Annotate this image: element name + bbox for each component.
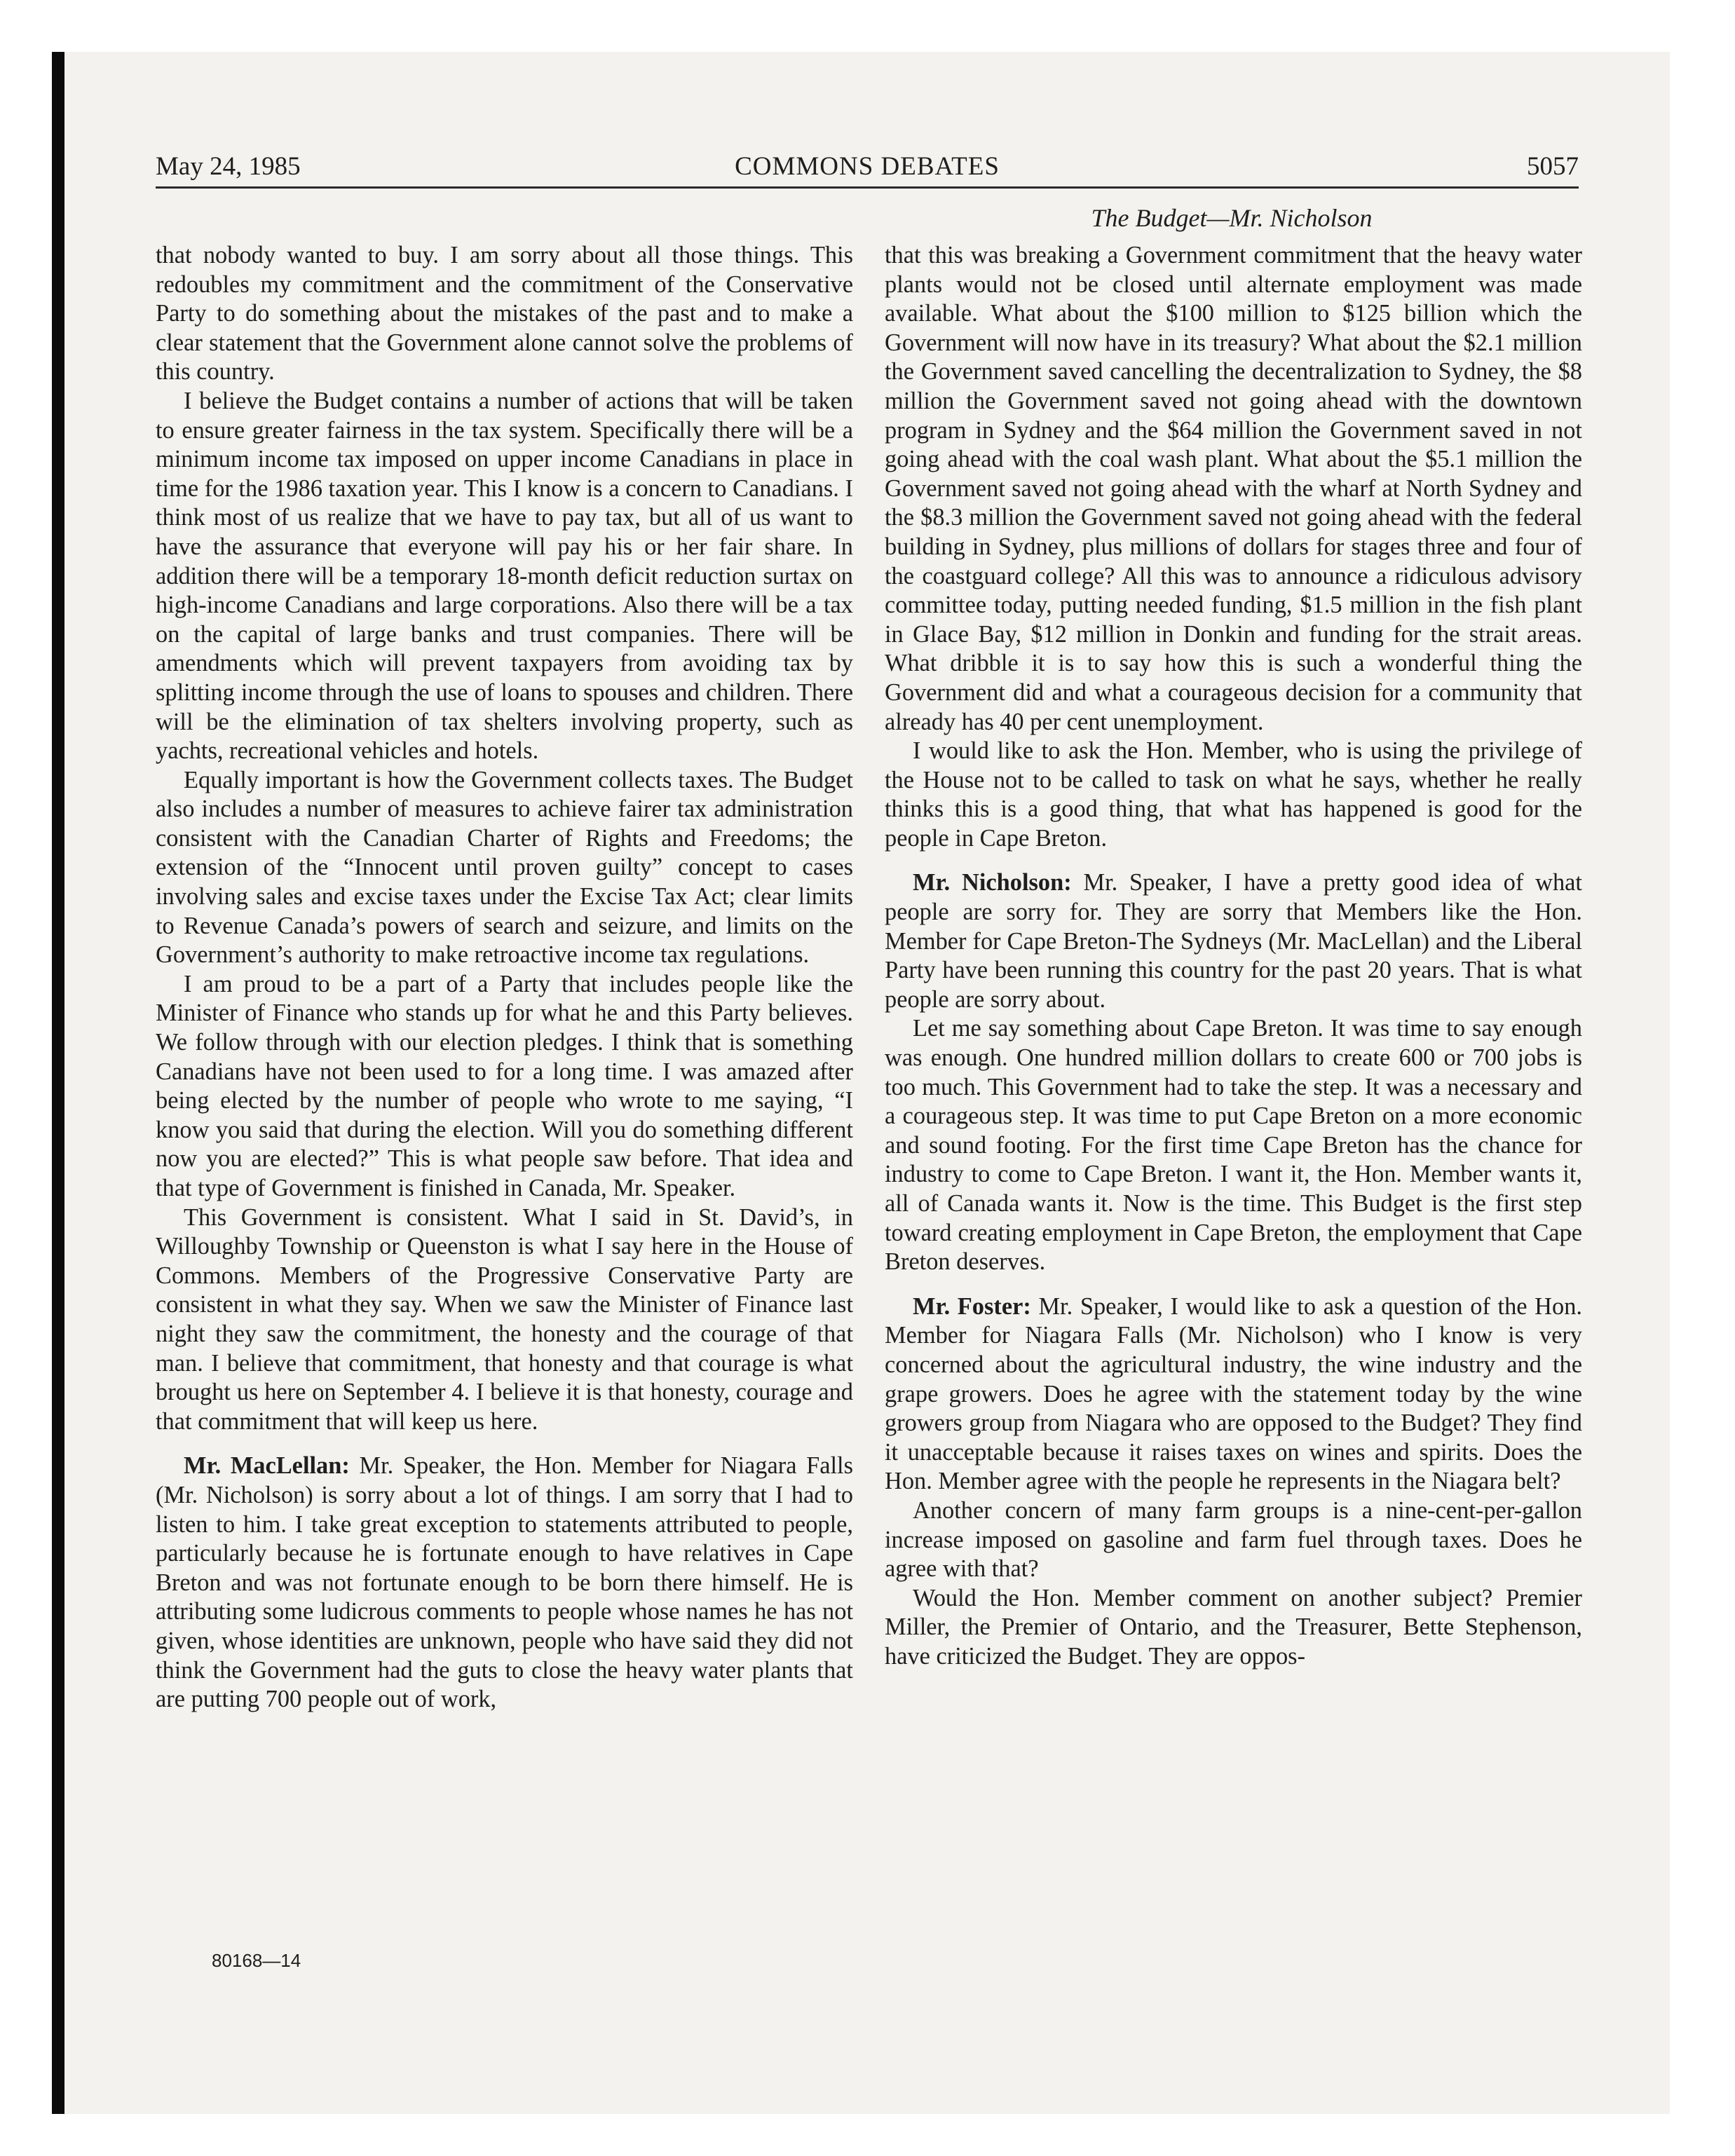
speech-text: Mr. Speaker, the Hon. Member for Niagara Falls (Mr. Nicholson) is sorry about a lot of things. I am sorry that I had to listen to him. I take great exception to statements attributed to people, particularly because he is fortunate enough to have relatives in Cape Breton and was not fortunate enough to be born there himself. He is attributing some ludicrous comments to people whose names he has not given, whose identities are unknown, people who have said they did not think the Government had the guts to close the heavy water plants that are putting 700 people out of work, bbox=[156, 1452, 853, 1713]
header-rule bbox=[156, 186, 1579, 189]
left-column bbox=[156, 241, 853, 1979]
paragraph: I am proud to be a part of a Party that includes people like the Minister of Finance who stands up for what he and this Party believes. We follow through with our election pledges. I think that is something Canadians have not been used to for a long time. I was amazed after being elected by the number of people who wrote to me saying, “I know you said that during the election. Will you do something different now you are elected?” This is what people saw before. That idea and that type of Government is finished in Canada, Mr. Speaker. bbox=[156, 970, 853, 1201]
paragraph: that this was breaking a Government commitment that the heavy water plants would not be closed until alternate employment was made available. What about the $100 million to $125 billion which the Government will now have in its treasury? What about the $2.1 million the Government saved cancelling the decentralization to Sydney, the $8 million the Government saved not going ahead with the downtown program in Sydney and the $64 million the Government saved in not going ahead with the coal wash plant. What about the $5.1 million the Government saved not going ahead with the wharf at North Sydney and the $8.3 million the Government saved not going ahead with the federal building in Sydney, plus millions of dollars for stages three and four of the coastguard college? All this was to announce a ridiculous advisory committee today, putting needed funding, $1.5 million in the fish plant in Glace Bay, $12 million in Donkin and funding for the strait areas. What dribble it is to say how this is such a wonderful thing the Government did and what a courageous decision for a community that already has 40 per cent unemployment. bbox=[885, 242, 1582, 735]
paragraph: I believe the Budget contains a number of actions that will be taken to ensure greater fairness in the tax system. Specifically there will be a minimum income tax imposed on upper income Canadians in place in time for the 1986 taxation year. This I know is a concern to Canadians. I think most of us realize that we have to pay tax, but all of us want to have the assurance that everyone will pay his or her fair share. In addition there will be a temporary 18-month deficit reduction surtax on high-income Canadians and large corporations. Also there will be a tax on the capital of large banks and trust companies. There will be amendments which will prevent taxpayers from avoiding tax by splitting income through the use of loans to spouses and children. There will be the elimination of tax shelters involving property, such as yachts, recreational vehicles and hotels. bbox=[156, 387, 853, 765]
speech-paragraph bbox=[885, 1292, 1582, 1496]
paragraph: This Government is consistent. What I said in St. David’s, in Willoughby Township or Queenston is what I say here in the House of Commons. Members of the Progressive Conservative Party are consistent in what they say. When we saw the Minister of Finance last night they saw the commitment, the honesty and the courage of that man. I believe that commitment, that honesty and that courage is what brought us here on September 4. I believe it is that honesty, courage and that commitment that will keep us here. bbox=[156, 1203, 853, 1435]
speaker-name: Mr. Nicholson: bbox=[913, 869, 1072, 896]
paragraph: Let me say something about Cape Breton. It was time to say enough was enough. One hundred million dollars to create 600 or 700 jobs is too much. This Government had to take the step. It was a necessary and a courageous step. It was time to put Cape Breton on a more economic and sound footing. For the first time Cape Breton has the chance for industry to come to Cape Breton. I want it, the Hon. Member wants it, all of Canada wants it. Now is the time. This Budget is the first step toward creating employment in Cape Breton, the employment that Cape Breton deserves. bbox=[885, 1015, 1582, 1276]
paragraph: I would like to ask the Hon. Member, who is using the privilege of the House not to be called to task on what he says, whether he really thinks this is a good thing, that what has happened is good for the people in Cape Breton. bbox=[885, 737, 1582, 852]
speech-paragraph bbox=[885, 868, 1582, 1014]
speaker-name: Mr. Foster: bbox=[913, 1292, 1031, 1320]
paragraph: that nobody wanted to buy. I am sorry about all those things. This redoubles my commitment and the commitment of the Conservative Party to do something about the mistakes of the past and to make a clear statement that the Government alone cannot solve the problems of this country. bbox=[156, 242, 853, 386]
paragraph: Equally important is how the Government collects taxes. The Budget also includes a number of measures to achieve fairer tax administration consistent with the Canadian Charter of Rights and Freedoms; the extension of the “Innocent until proven guilty” concept to cases involving sales and excise taxes under the Excise Tax Act; clear limits to Revenue Canada’s powers of search and seizure, and limits on the Government’s authority to make retroactive income tax regulations. bbox=[156, 766, 853, 969]
speech-text: Mr. Speaker, I have a pretty good idea of what people are sorry for. They are sorry that Members like the Hon. Member for Cape Breton-The Sydneys (Mr. MacLellan) and the Liberal Party have been running this country for the past 20 years. That is what people are sorry about. bbox=[885, 869, 1582, 1013]
paragraph: Would the Hon. Member comment on another subject? Premier Miller, the Premier of Ontario, and the Treasurer, Bette Stephenson, have criticized the Budget. They are oppos- bbox=[885, 1584, 1582, 1670]
speaker-name: Mr. MacLellan: bbox=[184, 1452, 350, 1480]
scan-edge-shadow bbox=[52, 52, 64, 2114]
publication-title: COMMONS DEBATES bbox=[735, 152, 1000, 181]
print-code: 80168—14 bbox=[212, 1950, 301, 1971]
speech-paragraph bbox=[156, 1452, 853, 1714]
page-number: 5057 bbox=[1527, 152, 1579, 181]
running-head: The Budget—Mr. Nicholson bbox=[1091, 204, 1373, 232]
page-header bbox=[156, 151, 1579, 191]
paragraph: Another concern of many farm groups is a nine-cent-per-gallon increase imposed on gasoline and farm fuel through taxes. Does he agree with that? bbox=[885, 1496, 1582, 1583]
right-column bbox=[885, 241, 1582, 1979]
header-date: May 24, 1985 bbox=[156, 152, 301, 181]
speech-text: Mr. Speaker, I would like to ask a question of the Hon. Member for Niagara Falls (Mr. Nicholson) who I know is very concerned about the agricultural industry, the wine industry and the grape growers. Does he agree with the statement today by the wine growers group from Niagara who are opposed to the Budget? They find it unacceptable because it raises taxes on wines and spirits. Does the Hon. Member agree with the people he represents in the Niagara belt? bbox=[885, 1292, 1582, 1495]
